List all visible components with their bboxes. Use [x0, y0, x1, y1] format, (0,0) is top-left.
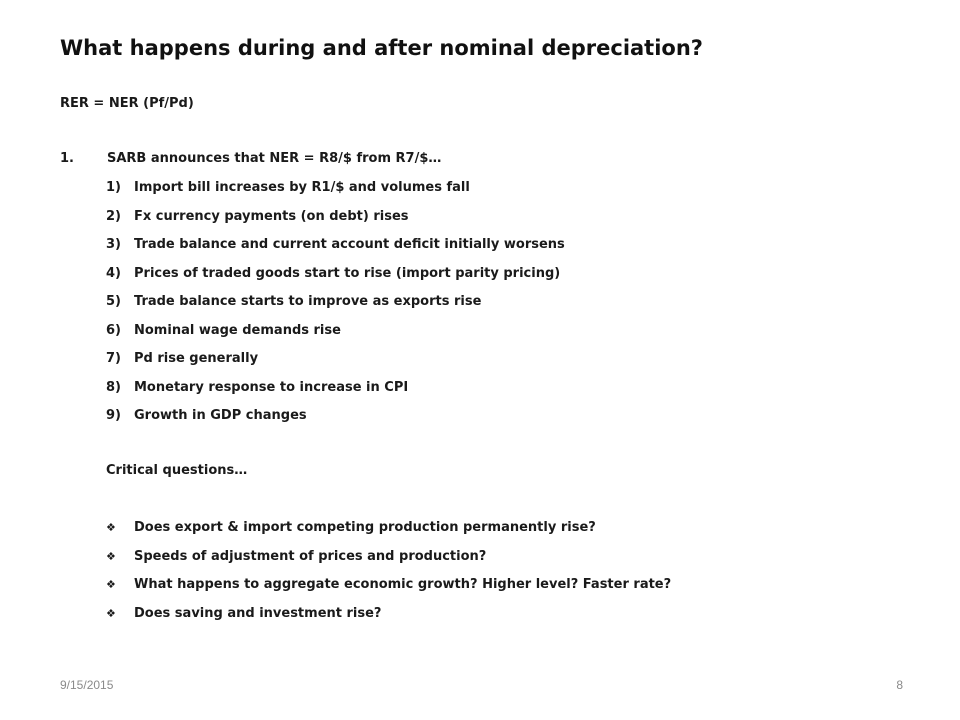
sub-list: [106, 180, 565, 437]
sub-item-number: 3): [106, 237, 121, 252]
sub-item-number: 6): [106, 322, 121, 338]
footer-date: 9/15/2015: [60, 678, 114, 692]
question-item: [106, 549, 671, 578]
slide-title: What happens during and after nominal depreciation?: [60, 36, 703, 60]
question-item: [106, 577, 671, 606]
main-item-number: 1.: [60, 151, 74, 166]
sub-list-item: [106, 237, 565, 266]
sub-list-item: [106, 180, 565, 209]
sub-item-number: 7): [106, 351, 121, 366]
sub-item-number: 5): [106, 294, 121, 309]
sub-item-text: Trade balance starts to improve as exports rise: [134, 294, 482, 309]
sub-item-text: Growth in GDP changes: [134, 408, 307, 423]
diamond-bullet-icon: ❖: [106, 549, 116, 563]
sub-item-text: Fx currency payments (on debt) rises: [134, 208, 409, 224]
page-number: 8: [896, 678, 903, 692]
question-item: [106, 520, 671, 549]
diamond-bullet-icon: ❖: [106, 578, 116, 591]
sub-list-item: [106, 209, 565, 238]
question-text: Does saving and investment rise?: [134, 605, 382, 621]
formula-text: RER = NER (Pf/Pd): [60, 96, 194, 111]
question-text: Speeds of adjustment of prices and production?: [134, 548, 487, 564]
sub-list-item: [106, 380, 565, 409]
sub-item-number: 4): [106, 265, 121, 281]
diamond-bullet-icon: ❖: [106, 521, 116, 534]
sub-list-item: [106, 408, 565, 437]
sub-list-item: [106, 266, 565, 295]
sub-item-text: Import bill increases by R1/$ and volumes fall: [134, 180, 470, 195]
sub-item-number: 8): [106, 379, 121, 395]
diamond-bullet-icon: ❖: [106, 606, 116, 620]
questions-list: [106, 520, 671, 634]
main-item-text: SARB announces that NER = R8/$ from R7/$…: [107, 151, 442, 166]
question-text: What happens to aggregate economic growth? Higher level? Faster rate?: [134, 577, 672, 592]
sub-list-item: [106, 323, 565, 352]
sub-item-text: Trade balance and current account deficit initially worsens: [134, 237, 565, 252]
main-list-item: [60, 151, 441, 166]
sub-item-number: 9): [106, 408, 121, 423]
sub-item-text: Nominal wage demands rise: [134, 322, 341, 338]
question-text: Does export & import competing production permanently rise?: [134, 520, 596, 535]
sub-item-text: Monetary response to increase in CPI: [134, 379, 409, 395]
sub-item-text: Pd rise generally: [134, 351, 259, 366]
sub-item-number: 2): [106, 208, 121, 224]
sub-item-number: 1): [106, 180, 121, 195]
critical-questions-heading: Critical questions…: [106, 463, 248, 478]
sub-item-text: Prices of traded goods start to rise (import parity pricing): [134, 265, 561, 281]
question-item: [106, 606, 671, 635]
sub-list-item: [106, 294, 565, 323]
sub-list-item: [106, 351, 565, 380]
